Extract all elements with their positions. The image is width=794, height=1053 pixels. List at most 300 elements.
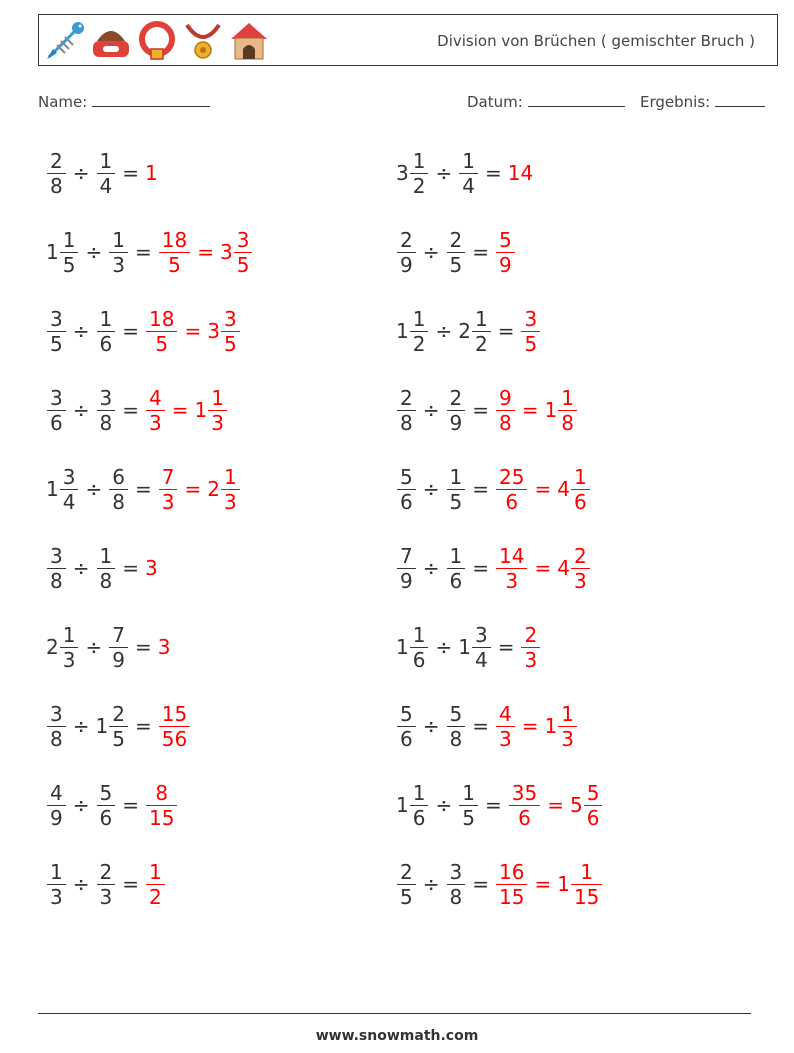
equals-sign: = (472, 398, 489, 422)
operand-a-fraction (397, 386, 416, 435)
problem-item (396, 849, 603, 919)
answer (520, 307, 541, 356)
operand-a-numerator: 1 (62, 227, 76, 252)
operand-a-fraction (397, 465, 416, 514)
operand-b-number (96, 386, 117, 435)
answer-whole: 14 (507, 161, 534, 185)
operand-a-denominator: 2 (412, 173, 426, 198)
answer-whole: 3 (157, 635, 171, 659)
answer-number (495, 860, 528, 909)
answer-number (145, 556, 158, 580)
operand-a-fraction (47, 386, 66, 435)
operand-a-fraction (47, 544, 66, 593)
answer-numerator: 1 (149, 859, 162, 884)
problem-item (396, 533, 591, 603)
name-label: Name: (38, 93, 88, 111)
answer-whole: 3 (145, 556, 158, 580)
divide-sign: ÷ (435, 161, 453, 185)
answer-number (145, 307, 178, 356)
answer (145, 781, 178, 830)
operand-b-number (446, 702, 467, 751)
operand-a-whole: 1 (46, 477, 59, 501)
operand-b-number (458, 307, 491, 356)
equals-sign: = (472, 240, 489, 264)
operand-b-fraction (459, 781, 478, 830)
operand-b-denominator: 4 (99, 173, 113, 198)
operand-b-number (458, 781, 479, 830)
operand-a-number (396, 228, 417, 277)
answer-equals-sign: = (521, 398, 539, 422)
operand-a-numerator: 7 (400, 543, 413, 568)
operand-a-whole: 3 (396, 161, 409, 185)
answer-numerator: 5 (499, 227, 512, 252)
divide-sign: ÷ (72, 556, 90, 580)
operand-a-fraction (410, 623, 429, 672)
divide-sign: ÷ (422, 556, 440, 580)
answer-fraction (571, 860, 602, 909)
operand-a-numerator: 1 (50, 859, 63, 884)
operand-b-denominator: 8 (99, 410, 113, 435)
divide-sign: ÷ (422, 398, 440, 422)
operand-a-number (46, 623, 79, 672)
operand-b-fraction (109, 465, 128, 514)
dog-food-bowl-icon (89, 19, 133, 63)
operand-a-number (396, 465, 417, 514)
problem-item (46, 849, 166, 919)
answer-fraction (521, 307, 540, 356)
operand-b-whole: 1 (458, 635, 471, 659)
operand-a-number (396, 781, 429, 830)
operand-b-numerator: 1 (99, 148, 113, 173)
equals-sign: = (497, 635, 515, 659)
operand-a-numerator: 3 (62, 464, 76, 489)
operand-a-whole: 1 (46, 240, 59, 264)
operand-a-numerator: 3 (50, 543, 63, 568)
operand-a-numerator: 3 (50, 701, 63, 726)
answer-denominator: 6 (573, 489, 587, 514)
answer-fraction (558, 702, 577, 751)
worksheet-title: Division von Brüchen ( gemischter Bruch ) (437, 32, 755, 50)
operand-a-fraction (397, 544, 416, 593)
answer-denominator: 6 (518, 805, 531, 830)
operand-a-fraction (410, 307, 429, 356)
operand-a-number (396, 544, 417, 593)
problem-item (396, 454, 591, 524)
operand-b-fraction (447, 386, 466, 435)
answer-numerator: 4 (149, 385, 162, 410)
divide-sign: ÷ (72, 319, 90, 343)
operand-b-denominator: 6 (99, 805, 113, 830)
operand-a-fraction (47, 149, 66, 198)
answer-fraction (571, 544, 590, 593)
answer-number (145, 860, 166, 909)
operand-b-denominator: 4 (462, 173, 475, 198)
answer-number (520, 307, 541, 356)
answer-whole: 1 (557, 872, 570, 896)
answer (495, 702, 578, 751)
answer-fraction (234, 228, 253, 277)
answer-fraction (496, 544, 527, 593)
answer-fraction (146, 386, 165, 435)
operand-b-numerator: 1 (474, 306, 488, 331)
operand-b-denominator: 8 (449, 884, 463, 909)
dog-house-icon (227, 19, 271, 63)
operand-a-fraction (60, 623, 79, 672)
answer (158, 228, 254, 277)
answer (145, 860, 166, 909)
answer-whole: 4 (557, 556, 570, 580)
equals-sign: = (122, 793, 139, 817)
divide-sign: ÷ (85, 477, 103, 501)
operand-a-fraction (397, 860, 416, 909)
equals-sign: = (134, 714, 152, 738)
operand-a-denominator: 8 (50, 726, 63, 751)
result-line[interactable] (715, 92, 765, 107)
operand-b-numerator: 7 (112, 622, 125, 647)
operand-a-numerator: 2 (400, 385, 413, 410)
answer-denominator: 3 (561, 726, 574, 751)
divide-sign: ÷ (72, 398, 90, 422)
operand-b-fraction (459, 149, 478, 198)
answer-numerator: 1 (573, 464, 587, 489)
operand-b-numerator: 1 (99, 543, 113, 568)
operand-a-fraction (47, 702, 66, 751)
operand-b-number (96, 781, 117, 830)
divide-sign: ÷ (72, 714, 90, 738)
operand-a-denominator: 3 (50, 884, 63, 909)
answer-denominator: 2 (149, 884, 162, 909)
operand-a-numerator: 2 (400, 859, 413, 884)
operand-a-number (46, 386, 67, 435)
operand-a-number (46, 860, 67, 909)
operand-a-number (46, 228, 79, 277)
answer-numerator: 16 (499, 859, 525, 884)
answer-fraction (521, 623, 540, 672)
answer (495, 386, 578, 435)
equals-sign: = (472, 477, 489, 501)
answer-number (220, 228, 253, 277)
date-line[interactable] (528, 92, 625, 107)
operand-b-denominator: 8 (112, 489, 125, 514)
answer-numerator: 35 (511, 780, 538, 805)
operand-a-numerator: 1 (412, 780, 426, 805)
answer-whole: 3 (207, 319, 220, 343)
answer-denominator: 8 (561, 410, 574, 435)
operand-a-number (46, 781, 67, 830)
answer-denominator: 3 (505, 568, 519, 593)
answer-fraction (221, 465, 240, 514)
answer-numerator: 9 (499, 385, 512, 410)
answer-equals-sign: = (534, 556, 552, 580)
operand-b-numerator: 1 (449, 543, 463, 568)
divide-sign: ÷ (72, 793, 90, 817)
operand-a-denominator: 9 (50, 805, 63, 830)
answer-equals-sign: = (534, 872, 552, 896)
footer-divider (38, 1013, 751, 1014)
answer-whole: 3 (219, 240, 233, 264)
answer-fraction (584, 781, 603, 830)
problem-item (46, 691, 191, 761)
answer-fraction (496, 465, 527, 514)
operand-b-denominator: 4 (474, 647, 488, 672)
answer-numerator: 8 (155, 780, 169, 805)
operand-a-numerator: 1 (62, 622, 76, 647)
divide-sign: ÷ (422, 872, 440, 896)
answer-number (495, 386, 516, 435)
header-icons (43, 19, 271, 63)
equals-sign: = (122, 161, 139, 185)
answer-whole: 4 (557, 477, 570, 501)
operand-b-fraction (447, 860, 466, 909)
problem-item (46, 454, 241, 524)
answer-equals-sign: = (184, 319, 202, 343)
problem-item (396, 138, 533, 208)
answer-denominator: 5 (155, 331, 169, 356)
operand-a-numerator: 2 (50, 148, 63, 173)
operand-b-number (458, 149, 479, 198)
answer (145, 161, 158, 185)
operand-a-denominator: 8 (50, 568, 63, 593)
answer-equals-sign: = (534, 477, 552, 501)
answer-denominator: 3 (149, 410, 162, 435)
equals-sign: = (122, 556, 139, 580)
answer-denominator: 15 (573, 884, 600, 909)
answer-numerator: 4 (499, 701, 512, 726)
equals-sign: = (122, 398, 139, 422)
answer-number (557, 465, 590, 514)
answer-numerator: 1 (580, 859, 594, 884)
answer-fraction (496, 702, 515, 751)
operand-b-numerator: 1 (449, 464, 463, 489)
answer-denominator: 5 (223, 331, 237, 356)
operand-b-numerator: 6 (112, 464, 125, 489)
answer-denominator: 3 (573, 568, 587, 593)
operand-a-number (46, 702, 67, 751)
operand-b-denominator: 5 (462, 805, 475, 830)
equals-sign: = (484, 793, 502, 817)
answer-denominator: 5 (168, 252, 181, 277)
answer-denominator: 15 (499, 884, 525, 909)
operand-b-fraction (447, 544, 466, 593)
equals-sign: = (134, 477, 152, 501)
operand-b-numerator: 3 (99, 385, 113, 410)
operand-b-denominator: 5 (112, 726, 125, 751)
problem-item (46, 612, 170, 682)
operand-b-denominator: 6 (99, 331, 113, 356)
operand-b-number (96, 860, 117, 909)
operand-b-numerator: 1 (462, 148, 475, 173)
operand-b-fraction (109, 702, 128, 751)
problem-item (396, 217, 516, 287)
answer-number (520, 623, 541, 672)
answer-number (495, 544, 528, 593)
operand-a-fraction (397, 702, 416, 751)
answer-equals-sign: = (171, 398, 189, 422)
divide-sign: ÷ (422, 714, 440, 738)
operand-b-numerator: 1 (462, 780, 475, 805)
operand-b-numerator: 1 (99, 306, 113, 331)
operand-b-number (446, 465, 467, 514)
operand-b-numerator: 5 (449, 701, 463, 726)
operand-a-denominator: 4 (62, 489, 76, 514)
answer-numerator: 1 (211, 385, 224, 410)
answer-whole: 5 (569, 793, 583, 817)
operand-a-numerator: 1 (412, 306, 426, 331)
problem-item (396, 296, 541, 366)
answer-denominator: 3 (211, 410, 224, 435)
answer-denominator: 56 (161, 726, 188, 751)
answer-number (495, 228, 516, 277)
answer-numerator: 1 (561, 385, 574, 410)
equals-sign: = (134, 240, 152, 264)
operand-b-number (458, 623, 491, 672)
footer-url: www.snowmath.com (315, 1028, 479, 1044)
answer-number (508, 781, 541, 830)
problem-item (396, 770, 603, 840)
operand-b-number (96, 702, 129, 751)
operand-a-numerator: 2 (400, 227, 413, 252)
operand-b-denominator: 9 (112, 647, 125, 672)
problem-item (396, 691, 578, 761)
operand-b-number (108, 623, 129, 672)
answer-numerator: 2 (524, 622, 538, 647)
operand-b-whole: 2 (458, 319, 471, 343)
operand-b-number (446, 544, 467, 593)
answer-equals-sign: = (184, 477, 202, 501)
answer-numerator: 3 (223, 306, 237, 331)
answer-fraction (208, 386, 227, 435)
problem-item (46, 770, 178, 840)
answer-number (195, 386, 228, 435)
operand-b-number (446, 860, 467, 909)
operand-b-fraction (109, 623, 128, 672)
answer-whole: 1 (544, 714, 558, 738)
operand-a-whole: 1 (396, 319, 409, 343)
equals-sign: = (472, 714, 489, 738)
answer-number (145, 781, 178, 830)
answer-number (207, 465, 240, 514)
answer-denominator: 8 (499, 410, 512, 435)
operand-b-number (446, 228, 467, 277)
operand-a-fraction (47, 307, 66, 356)
operand-a-number (46, 307, 67, 356)
answer (495, 544, 591, 593)
answer (495, 465, 591, 514)
answer-fraction (159, 465, 178, 514)
operand-b-denominator: 8 (99, 568, 113, 593)
answer-number (508, 161, 533, 185)
divide-sign: ÷ (435, 319, 453, 343)
operand-a-number (396, 386, 417, 435)
operand-a-number (46, 544, 67, 593)
answer-denominator: 3 (161, 489, 175, 514)
answer-fraction (496, 386, 515, 435)
operand-a-denominator: 5 (400, 884, 413, 909)
operand-a-number (46, 465, 79, 514)
answer-number (557, 544, 590, 593)
operand-a-numerator: 1 (412, 622, 426, 647)
equals-sign: = (134, 635, 152, 659)
operand-a-denominator: 9 (400, 252, 413, 277)
divide-sign: ÷ (435, 793, 453, 817)
problem-item (46, 533, 158, 603)
answer-fraction (159, 228, 190, 277)
operand-a-numerator: 4 (50, 780, 63, 805)
answer (508, 781, 604, 830)
operand-b-fraction (109, 228, 128, 277)
operand-a-denominator: 5 (62, 252, 76, 277)
operand-a-fraction (60, 465, 79, 514)
operand-b-numerator: 2 (449, 227, 463, 252)
operand-a-number (396, 702, 417, 751)
operand-b-numerator: 2 (99, 859, 113, 884)
operand-b-number (108, 465, 129, 514)
operand-a-denominator: 6 (400, 489, 413, 514)
answer-denominator: 5 (524, 331, 538, 356)
date-field (467, 92, 625, 111)
operand-b-number (96, 544, 117, 593)
answer-denominator: 3 (524, 647, 538, 672)
operand-a-numerator: 1 (412, 148, 426, 173)
operand-b-fraction (97, 149, 116, 198)
answer-number (145, 386, 166, 435)
answer-number (158, 228, 191, 277)
problem-item (46, 217, 253, 287)
answer-number (495, 465, 528, 514)
answer-equals-sign: = (521, 714, 539, 738)
operand-b-denominator: 2 (474, 331, 488, 356)
operand-a-denominator: 3 (62, 647, 76, 672)
operand-a-whole: 1 (396, 635, 409, 659)
operand-a-denominator: 9 (400, 568, 413, 593)
operand-a-number (46, 149, 67, 198)
operand-a-fraction (410, 149, 429, 198)
divide-sign: ÷ (85, 635, 103, 659)
operand-a-numerator: 5 (400, 464, 413, 489)
answer-numerator: 2 (573, 543, 587, 568)
answer-fraction (558, 386, 577, 435)
answer-denominator: 3 (223, 489, 237, 514)
operand-b-denominator: 9 (449, 410, 463, 435)
operand-b-fraction (472, 307, 491, 356)
operand-a-fraction (47, 781, 66, 830)
divide-sign: ÷ (85, 240, 103, 264)
answer-number (495, 702, 516, 751)
answer-denominator: 5 (236, 252, 250, 277)
equals-sign: = (484, 161, 502, 185)
name-line[interactable] (92, 92, 210, 107)
fish-bone-icon (43, 19, 87, 63)
operand-a-denominator: 8 (50, 173, 63, 198)
answer-number (145, 161, 158, 185)
answer-numerator: 18 (149, 306, 175, 331)
answer-numerator: 3 (236, 227, 250, 252)
pet-collar-tag-icon (181, 19, 225, 63)
operand-b-numerator: 3 (449, 859, 463, 884)
answer-denominator: 9 (499, 252, 512, 277)
answer-equals-sign: = (197, 240, 214, 264)
operand-a-fraction (410, 781, 429, 830)
answer (520, 623, 541, 672)
answer (158, 635, 171, 659)
operand-b-denominator: 8 (449, 726, 463, 751)
answer-fraction (146, 781, 177, 830)
answer-numerator: 14 (499, 543, 525, 568)
header-box (38, 14, 778, 66)
divide-sign: ÷ (435, 635, 453, 659)
answer-whole: 1 (194, 398, 208, 422)
answer-number (207, 307, 240, 356)
